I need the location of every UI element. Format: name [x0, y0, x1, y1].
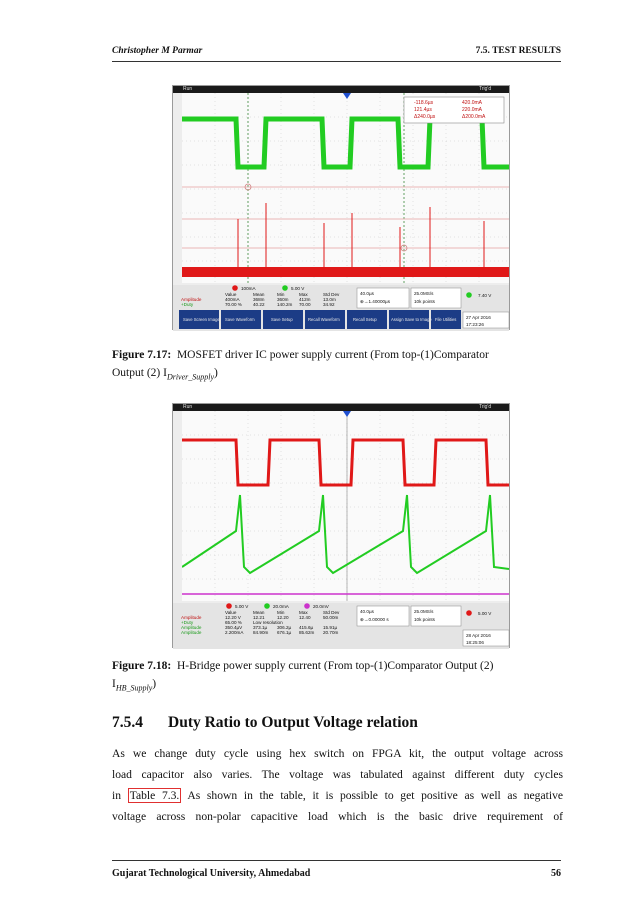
- scope-trig-status: Trig'd: [479, 404, 492, 410]
- svg-text:10k points: 10k points: [414, 299, 435, 304]
- svg-text:Max: Max: [299, 292, 308, 297]
- svg-text:Mean: Mean: [253, 610, 265, 615]
- svg-text:Amplitude: Amplitude: [181, 625, 202, 630]
- svg-text:40.0µs: 40.0µs: [360, 609, 374, 614]
- svg-text:676.1µ: 676.1µ: [277, 630, 292, 635]
- section-number: 7.5.4: [112, 714, 143, 731]
- cursor-t1: -118.6µs: [414, 100, 434, 106]
- footer-rule: [112, 860, 561, 861]
- caption-label: Figure 7.17:: [112, 349, 172, 361]
- cursor-dv: Δ200.0mA: [462, 114, 486, 120]
- caption-text: MOSFET driver IC power supply current (From top-(1)Comparator: [176, 349, 489, 361]
- svg-text:140.2m: 140.2m: [277, 302, 293, 307]
- svg-text:34.92: 34.92: [323, 302, 335, 307]
- svg-text:+Duty: +Duty: [181, 620, 194, 625]
- svg-text:70.00: 70.00: [299, 302, 311, 307]
- svg-text:5.00 V: 5.00 V: [478, 611, 492, 616]
- svg-text:20.0mA: 20.0mA: [273, 604, 289, 609]
- cursor-t2: 121.4µs: [414, 107, 432, 113]
- svg-text:2.200mA: 2.200mA: [225, 630, 244, 635]
- svg-text:412m: 412m: [299, 297, 311, 302]
- scope-status-bar: [173, 404, 509, 411]
- svg-text:Value: Value: [225, 292, 237, 297]
- scope-status-bar: [173, 86, 509, 93]
- svg-text:85.62m: 85.62m: [299, 630, 315, 635]
- svg-text:+Duty: +Duty: [181, 302, 194, 307]
- svg-text:Mean: Mean: [253, 292, 265, 297]
- svg-text:28 Apr 2016: 28 Apr 2016: [466, 633, 491, 638]
- cursor-dt: Δ240.0µs: [414, 114, 436, 120]
- svg-text:Save Setup: Save Setup: [271, 317, 293, 322]
- svg-text:40.0µs: 40.0µs: [360, 291, 374, 296]
- svg-text:Save Waveform: Save Waveform: [225, 317, 255, 322]
- figure-7-18-caption: Figure 7.18: H-Bridge power supply current (From top-(1)Comparator Output (2) $I_{HB\_Supply}$): [112, 660, 494, 693]
- svg-text:Value: Value: [225, 610, 237, 615]
- svg-text:Low resolution: Low resolution: [253, 620, 283, 625]
- caption-text: H-Bridge power supply current (From top-(1)Comparator Output (2): [176, 660, 494, 672]
- svg-text:12.40: 12.40: [299, 615, 311, 620]
- svg-text:18:25:06: 18:25:06: [466, 640, 484, 645]
- scope-readout-panel: [173, 603, 509, 649]
- caption-subscript: HB_Supply: [115, 683, 153, 693]
- svg-text:Max: Max: [299, 610, 308, 615]
- svg-text:File Utilities: File Utilities: [435, 317, 457, 322]
- svg-text:Assign Save to Image: Assign Save to Image: [391, 317, 432, 322]
- svg-text:⊕→0.00000 s: ⊕→0.00000 s: [360, 617, 389, 622]
- svg-text:84.90m: 84.90m: [253, 630, 269, 635]
- svg-text:12.21: 12.21: [253, 615, 265, 620]
- caption-subscript: Driver_Supply: [166, 372, 215, 382]
- svg-text:13.0m: 13.0m: [323, 297, 336, 302]
- scope-mode: Run: [183, 86, 193, 92]
- scope-waveform-area: [182, 93, 509, 283]
- figure-7-18-scope-screenshot: [172, 403, 510, 648]
- svg-text:17:23:26: 17:23:26: [466, 322, 484, 327]
- svg-text:368m: 368m: [253, 297, 265, 302]
- cursor-v1: 420.0mA: [462, 100, 483, 106]
- svg-text:373.1µ: 373.1µ: [253, 625, 268, 630]
- svg-text:Amplitude: Amplitude: [181, 630, 202, 635]
- svg-text:360m: 360m: [277, 297, 289, 302]
- svg-text:5.00 V: 5.00 V: [235, 604, 249, 609]
- section-heading: [112, 714, 418, 732]
- svg-text:65.00 %: 65.00 %: [225, 620, 242, 625]
- scope-waveform-area: [182, 411, 509, 601]
- svg-text:12.20 V: 12.20 V: [225, 615, 241, 620]
- header-rule: [112, 61, 561, 62]
- section-title: Duty Ratio to Output Voltage relation: [168, 714, 418, 731]
- svg-text:25.0MS/s: 25.0MS/s: [414, 609, 434, 614]
- svg-text:Min: Min: [277, 292, 285, 297]
- svg-text:70.00 %: 70.00 %: [225, 302, 242, 307]
- figure-7-17-scope-screenshot: [172, 85, 510, 330]
- svg-text:Amplitude: Amplitude: [181, 615, 202, 620]
- ch1-scale: 5.00 V: [291, 286, 305, 291]
- header-author: Christopher M Parmar: [112, 46, 203, 56]
- cursor-v2: 220.0mA: [462, 107, 483, 113]
- svg-text:7.40 V: 7.40 V: [478, 293, 492, 298]
- svg-text:Recall Waveform: Recall Waveform: [308, 317, 340, 322]
- svg-text:415.6µ: 415.6µ: [299, 625, 314, 630]
- header-section: 7.5. TEST RESULTS: [475, 46, 561, 56]
- table-7-3-link[interactable]: Table 7.3.: [129, 789, 180, 802]
- svg-text:40.22: 40.22: [253, 302, 265, 307]
- svg-text:50.00m: 50.00m: [323, 615, 339, 620]
- scope-readout-panel: [173, 285, 509, 331]
- caption-label: Figure 7.18:: [112, 660, 172, 672]
- svg-text:350.4µV: 350.4µV: [225, 625, 243, 630]
- svg-text:Std Dev: Std Dev: [323, 610, 340, 615]
- svg-text:Min: Min: [277, 610, 285, 615]
- body-paragraph: As we change duty cycle using hex switch on FPGA kit, the output voltage across load capacitor also varies. The voltage was tabulated against different duty cycles in Table 7.3. As shown in the table, it is possible to get positive as well as negative voltage across non-polar capacitive load which is the basic drive requirement of: [112, 747, 564, 823]
- svg-text:306.2µ: 306.2µ: [277, 625, 292, 630]
- svg-text:⊕→1.40000µs: ⊕→1.40000µs: [360, 299, 390, 304]
- svg-text:15.91µ: 15.91µ: [323, 625, 338, 630]
- scope-trig-status: Trig'd: [479, 86, 492, 92]
- figure-7-17-caption: Figure 7.17: MOSFET driver IC power supply current (From top-(1)Comparator Output (2) $I_{Driver\_Supply}$): [112, 349, 489, 382]
- svg-text:Recall Setup: Recall Setup: [353, 317, 377, 322]
- svg-text:10k points: 10k points: [414, 617, 435, 622]
- svg-text:27 Apr 2016: 27 Apr 2016: [466, 315, 491, 320]
- svg-text:20.70m: 20.70m: [323, 630, 339, 635]
- svg-text:12.20: 12.20: [277, 615, 289, 620]
- footer-institution: Gujarat Technological University, Ahmedabad: [112, 868, 311, 879]
- page-number: 56: [551, 868, 561, 879]
- ch2-scale: 100mA: [241, 286, 256, 291]
- svg-text:400mA: 400mA: [225, 297, 240, 302]
- scope-mode: Run: [183, 404, 193, 410]
- svg-text:25.0MS/s: 25.0MS/s: [414, 291, 434, 296]
- svg-text:Std Dev: Std Dev: [323, 292, 340, 297]
- svg-text:Amplitude: Amplitude: [181, 297, 202, 302]
- svg-text:20.0mV: 20.0mV: [313, 604, 329, 609]
- svg-text:Save Screen Image: Save Screen Image: [183, 317, 220, 322]
